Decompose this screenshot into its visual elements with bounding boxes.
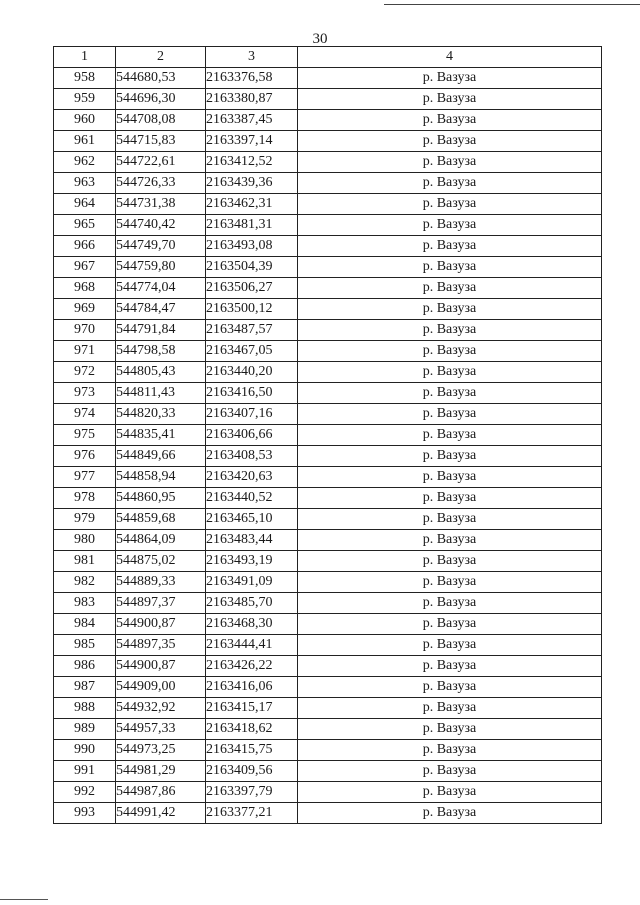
cell-description: р. Вазуза — [298, 278, 602, 299]
cell-x-coordinate: 544680,53 — [116, 68, 206, 89]
cell-point-number: 959 — [54, 89, 116, 110]
cell-y-coordinate: 2163487,57 — [206, 320, 298, 341]
cell-x-coordinate: 544864,09 — [116, 530, 206, 551]
table-row — [54, 698, 602, 719]
cell-x-coordinate: 544889,33 — [116, 572, 206, 593]
column-header-y-coordinate: 3 — [206, 47, 298, 68]
cell-x-coordinate: 544835,41 — [116, 425, 206, 446]
cell-description: р. Вазуза — [298, 194, 602, 215]
cell-description: р. Вазуза — [298, 131, 602, 152]
cell-description: р. Вазуза — [298, 341, 602, 362]
cell-x-coordinate: 544722,61 — [116, 152, 206, 173]
cell-description: р. Вазуза — [298, 488, 602, 509]
cell-point-number: 989 — [54, 719, 116, 740]
cell-description: р. Вазуза — [298, 215, 602, 236]
table-row — [54, 761, 602, 782]
table-row — [54, 215, 602, 236]
cell-y-coordinate: 2163440,52 — [206, 488, 298, 509]
cell-y-coordinate: 2163462,31 — [206, 194, 298, 215]
column-header-point-number: 1 — [54, 47, 116, 68]
table-row — [54, 719, 602, 740]
table-row — [54, 194, 602, 215]
cell-description: р. Вазуза — [298, 320, 602, 341]
cell-description: р. Вазуза — [298, 404, 602, 425]
cell-description: р. Вазуза — [298, 530, 602, 551]
cell-y-coordinate: 2163506,27 — [206, 278, 298, 299]
cell-point-number: 971 — [54, 341, 116, 362]
cell-point-number: 978 — [54, 488, 116, 509]
cell-point-number: 967 — [54, 257, 116, 278]
cell-y-coordinate: 2163409,56 — [206, 761, 298, 782]
cell-point-number: 970 — [54, 320, 116, 341]
cell-description: р. Вазуза — [298, 425, 602, 446]
cell-point-number: 981 — [54, 551, 116, 572]
cell-point-number: 985 — [54, 635, 116, 656]
cell-x-coordinate: 544909,00 — [116, 677, 206, 698]
cell-description: р. Вазуза — [298, 446, 602, 467]
column-header-x-coordinate: 2 — [116, 47, 206, 68]
cell-description: р. Вазуза — [298, 68, 602, 89]
cell-description: р. Вазуза — [298, 173, 602, 194]
cell-description: р. Вазуза — [298, 152, 602, 173]
cell-point-number: 968 — [54, 278, 116, 299]
cell-y-coordinate: 2163493,19 — [206, 551, 298, 572]
table-row — [54, 110, 602, 131]
cell-point-number: 986 — [54, 656, 116, 677]
cell-description: р. Вазуза — [298, 803, 602, 824]
cell-y-coordinate: 2163439,36 — [206, 173, 298, 194]
cell-y-coordinate: 2163380,87 — [206, 89, 298, 110]
table-row — [54, 593, 602, 614]
table-row — [54, 572, 602, 593]
cell-x-coordinate: 544740,42 — [116, 215, 206, 236]
table-row — [54, 89, 602, 110]
coordinates-table — [53, 46, 602, 824]
cell-point-number: 982 — [54, 572, 116, 593]
cell-x-coordinate: 544991,42 — [116, 803, 206, 824]
cell-y-coordinate: 2163416,50 — [206, 383, 298, 404]
cell-x-coordinate: 544859,68 — [116, 509, 206, 530]
table-row — [54, 152, 602, 173]
table-row — [54, 446, 602, 467]
cell-description: р. Вазуза — [298, 236, 602, 257]
cell-y-coordinate: 2163412,52 — [206, 152, 298, 173]
cell-y-coordinate: 2163408,53 — [206, 446, 298, 467]
cell-point-number: 977 — [54, 467, 116, 488]
table-row — [54, 299, 602, 320]
cell-point-number: 983 — [54, 593, 116, 614]
table-row — [54, 173, 602, 194]
cell-y-coordinate: 2163420,63 — [206, 467, 298, 488]
cell-x-coordinate: 544973,25 — [116, 740, 206, 761]
table-row — [54, 278, 602, 299]
cell-point-number: 961 — [54, 131, 116, 152]
cell-x-coordinate: 544759,80 — [116, 257, 206, 278]
cell-x-coordinate: 544708,08 — [116, 110, 206, 131]
table-row — [54, 341, 602, 362]
cell-description: р. Вазуза — [298, 656, 602, 677]
cell-y-coordinate: 2163485,70 — [206, 593, 298, 614]
cell-description: р. Вазуза — [298, 467, 602, 488]
table-row — [54, 425, 602, 446]
table-row — [54, 68, 602, 89]
cell-x-coordinate: 544696,30 — [116, 89, 206, 110]
cell-y-coordinate: 2163407,16 — [206, 404, 298, 425]
cell-point-number: 966 — [54, 236, 116, 257]
cell-y-coordinate: 2163465,10 — [206, 509, 298, 530]
cell-point-number: 987 — [54, 677, 116, 698]
column-header-description: 4 — [298, 47, 602, 68]
table-row — [54, 530, 602, 551]
cell-x-coordinate: 544932,92 — [116, 698, 206, 719]
table-row — [54, 740, 602, 761]
cell-point-number: 976 — [54, 446, 116, 467]
cell-x-coordinate: 544791,84 — [116, 320, 206, 341]
table-row — [54, 362, 602, 383]
cell-x-coordinate: 544774,04 — [116, 278, 206, 299]
cell-x-coordinate: 544715,83 — [116, 131, 206, 152]
cell-y-coordinate: 2163416,06 — [206, 677, 298, 698]
cell-x-coordinate: 544900,87 — [116, 614, 206, 635]
table-row — [54, 509, 602, 530]
cell-y-coordinate: 2163500,12 — [206, 299, 298, 320]
cell-x-coordinate: 544987,86 — [116, 782, 206, 803]
cell-description: р. Вазуза — [298, 677, 602, 698]
cell-y-coordinate: 2163397,14 — [206, 131, 298, 152]
table-row — [54, 656, 602, 677]
cell-y-coordinate: 2163415,75 — [206, 740, 298, 761]
cell-description: р. Вазуза — [298, 299, 602, 320]
cell-description: р. Вазуза — [298, 509, 602, 530]
table-row — [54, 614, 602, 635]
cell-point-number: 990 — [54, 740, 116, 761]
table-row — [54, 383, 602, 404]
cell-x-coordinate: 544811,43 — [116, 383, 206, 404]
bottom-rule — [0, 899, 48, 900]
table-row — [54, 803, 602, 824]
cell-x-coordinate: 544900,87 — [116, 656, 206, 677]
cell-point-number: 979 — [54, 509, 116, 530]
cell-x-coordinate: 544726,33 — [116, 173, 206, 194]
cell-y-coordinate: 2163493,08 — [206, 236, 298, 257]
cell-point-number: 960 — [54, 110, 116, 131]
page-number: 30 — [312, 31, 328, 47]
table-row — [54, 320, 602, 341]
cell-point-number: 972 — [54, 362, 116, 383]
cell-x-coordinate: 544805,43 — [116, 362, 206, 383]
top-rule — [384, 4, 640, 5]
cell-x-coordinate: 544875,02 — [116, 551, 206, 572]
cell-point-number: 962 — [54, 152, 116, 173]
cell-point-number: 963 — [54, 173, 116, 194]
cell-point-number: 992 — [54, 782, 116, 803]
table-body — [54, 68, 602, 824]
cell-x-coordinate: 544820,33 — [116, 404, 206, 425]
cell-description: р. Вазуза — [298, 551, 602, 572]
cell-y-coordinate: 2163377,21 — [206, 803, 298, 824]
cell-x-coordinate: 544784,47 — [116, 299, 206, 320]
cell-description: р. Вазуза — [298, 257, 602, 278]
cell-description: р. Вазуза — [298, 383, 602, 404]
cell-description: р. Вазуза — [298, 614, 602, 635]
cell-description: р. Вазуза — [298, 89, 602, 110]
cell-description: р. Вазуза — [298, 761, 602, 782]
cell-point-number: 974 — [54, 404, 116, 425]
cell-y-coordinate: 2163444,41 — [206, 635, 298, 656]
cell-point-number: 980 — [54, 530, 116, 551]
cell-x-coordinate: 544897,37 — [116, 593, 206, 614]
table-row — [54, 488, 602, 509]
cell-x-coordinate: 544860,95 — [116, 488, 206, 509]
cell-point-number: 993 — [54, 803, 116, 824]
cell-x-coordinate: 544849,66 — [116, 446, 206, 467]
cell-x-coordinate: 544798,58 — [116, 341, 206, 362]
cell-y-coordinate: 2163376,58 — [206, 68, 298, 89]
cell-y-coordinate: 2163426,22 — [206, 656, 298, 677]
cell-point-number: 984 — [54, 614, 116, 635]
cell-y-coordinate: 2163397,79 — [206, 782, 298, 803]
cell-y-coordinate: 2163481,31 — [206, 215, 298, 236]
cell-x-coordinate: 544897,35 — [116, 635, 206, 656]
cell-description: р. Вазуза — [298, 572, 602, 593]
cell-x-coordinate: 544858,94 — [116, 467, 206, 488]
table-row — [54, 782, 602, 803]
table-row — [54, 635, 602, 656]
cell-point-number: 988 — [54, 698, 116, 719]
cell-point-number: 969 — [54, 299, 116, 320]
cell-y-coordinate: 2163483,44 — [206, 530, 298, 551]
cell-y-coordinate: 2163418,62 — [206, 719, 298, 740]
cell-x-coordinate: 544749,70 — [116, 236, 206, 257]
table-header-row — [54, 47, 602, 68]
table-row — [54, 677, 602, 698]
cell-description: р. Вазуза — [298, 110, 602, 131]
table-row — [54, 551, 602, 572]
cell-point-number: 975 — [54, 425, 116, 446]
cell-y-coordinate: 2163504,39 — [206, 257, 298, 278]
cell-description: р. Вазуза — [298, 740, 602, 761]
cell-y-coordinate: 2163387,45 — [206, 110, 298, 131]
cell-y-coordinate: 2163440,20 — [206, 362, 298, 383]
cell-y-coordinate: 2163406,66 — [206, 425, 298, 446]
cell-description: р. Вазуза — [298, 719, 602, 740]
table-row — [54, 257, 602, 278]
cell-description: р. Вазуза — [298, 782, 602, 803]
cell-point-number: 958 — [54, 68, 116, 89]
cell-x-coordinate: 544731,38 — [116, 194, 206, 215]
cell-y-coordinate: 2163491,09 — [206, 572, 298, 593]
cell-x-coordinate: 544957,33 — [116, 719, 206, 740]
cell-point-number: 964 — [54, 194, 116, 215]
table-row — [54, 404, 602, 425]
cell-point-number: 973 — [54, 383, 116, 404]
cell-x-coordinate: 544981,29 — [116, 761, 206, 782]
cell-y-coordinate: 2163468,30 — [206, 614, 298, 635]
cell-description: р. Вазуза — [298, 362, 602, 383]
cell-description: р. Вазуза — [298, 593, 602, 614]
table-row — [54, 236, 602, 257]
cell-point-number: 965 — [54, 215, 116, 236]
cell-y-coordinate: 2163467,05 — [206, 341, 298, 362]
cell-description: р. Вазуза — [298, 698, 602, 719]
cell-y-coordinate: 2163415,17 — [206, 698, 298, 719]
cell-description: р. Вазуза — [298, 635, 602, 656]
table-row — [54, 131, 602, 152]
table-row — [54, 467, 602, 488]
cell-point-number: 991 — [54, 761, 116, 782]
